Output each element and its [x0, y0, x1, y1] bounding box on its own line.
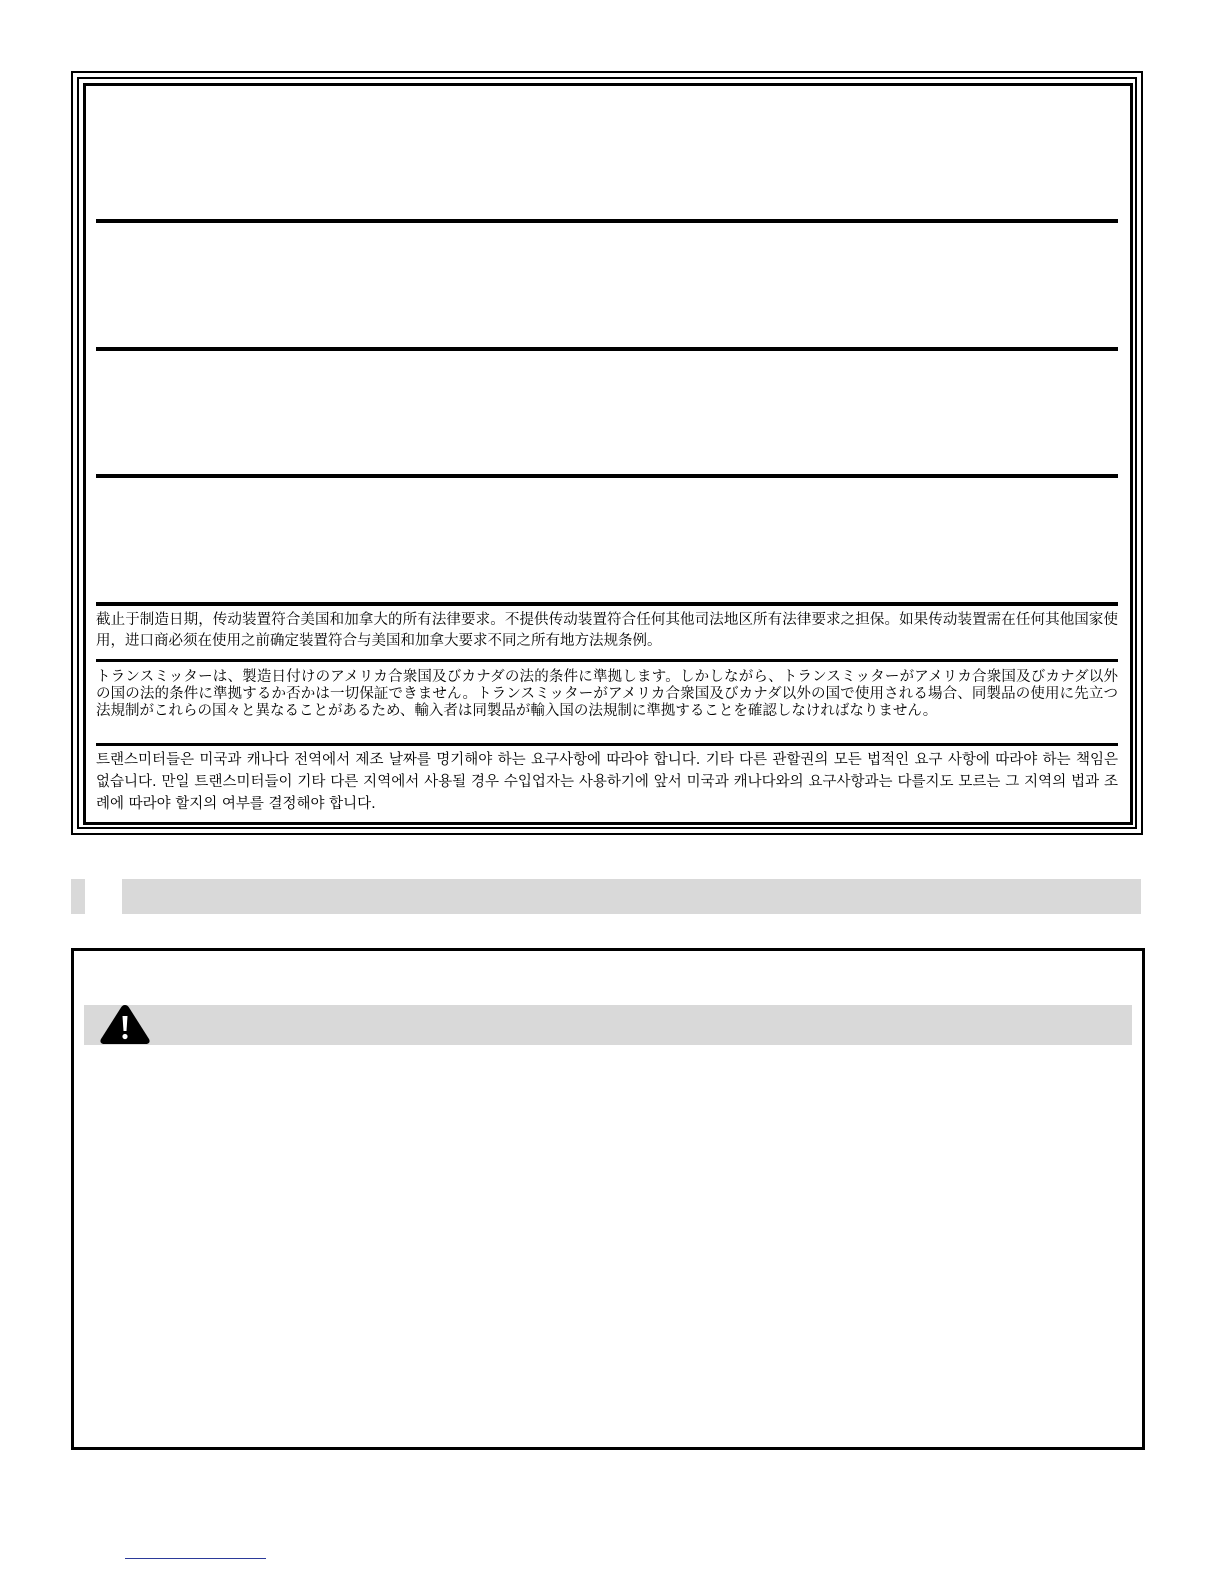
section-divider — [96, 602, 1118, 606]
section-divider — [96, 659, 1118, 662]
warning-header-bar — [84, 1005, 1132, 1045]
section-heading-bar — [122, 879, 1141, 914]
section-divider — [96, 219, 1118, 223]
section-divider — [96, 347, 1118, 351]
footer-link-underline[interactable] — [125, 1558, 266, 1559]
compliance-notice-chinese: 截止于制造日期，传动装置符合美国和加拿大的所有法律要求。不提供传动装置符合任何其他司法地区所有法律要求之担保。如果传动装置需在任何其他国家使用，进口商必须在使用之前确定装置符合与美国和加拿大要求不同之所有地方法规条例。 — [96, 612, 1118, 649]
section-divider — [96, 474, 1118, 478]
compliance-notice-korean: 트랜스미터들은 미국과 캐나다 전역에서 제조 날짜를 명기해야 하는 요구사항에 따라야 합니다. 기타 다른 관할권의 모든 법적인 요구 사항에 따라야 하는 책임은 없습니다. 만일 트랜스미터들이 기타 다른 지역에서 사용될 경우 수입업자는 사용하기에 앞서 미국과 캐나다와의 요구사항과는 다를지도 모르는 그 지역의 법과 조례에 따라야 할지의 여부를 결정해야 합니다. — [96, 752, 1118, 812]
warning-triangle-icon — [98, 1003, 152, 1045]
compliance-notice-japanese: トランスミッターは、製造日付けのアメリカ合衆国及びカナダの法的条件に準拠します。しかしながら、トランスミッターがアメリカ合衆国及びカナダ以外の国の法的条件に準拠するか否かは一切保証できません。トランスミッターがアメリカ合衆国及びカナダ以外の国で使用される場合、同製品の使用に先立つ法規制がこれらの国々と異なることがあるため、輸入者は同製品が輸入国の法規制に準拠することを確認しなければなりません。 — [96, 669, 1118, 719]
section-divider — [96, 743, 1118, 746]
section-heading-tab — [71, 879, 85, 914]
